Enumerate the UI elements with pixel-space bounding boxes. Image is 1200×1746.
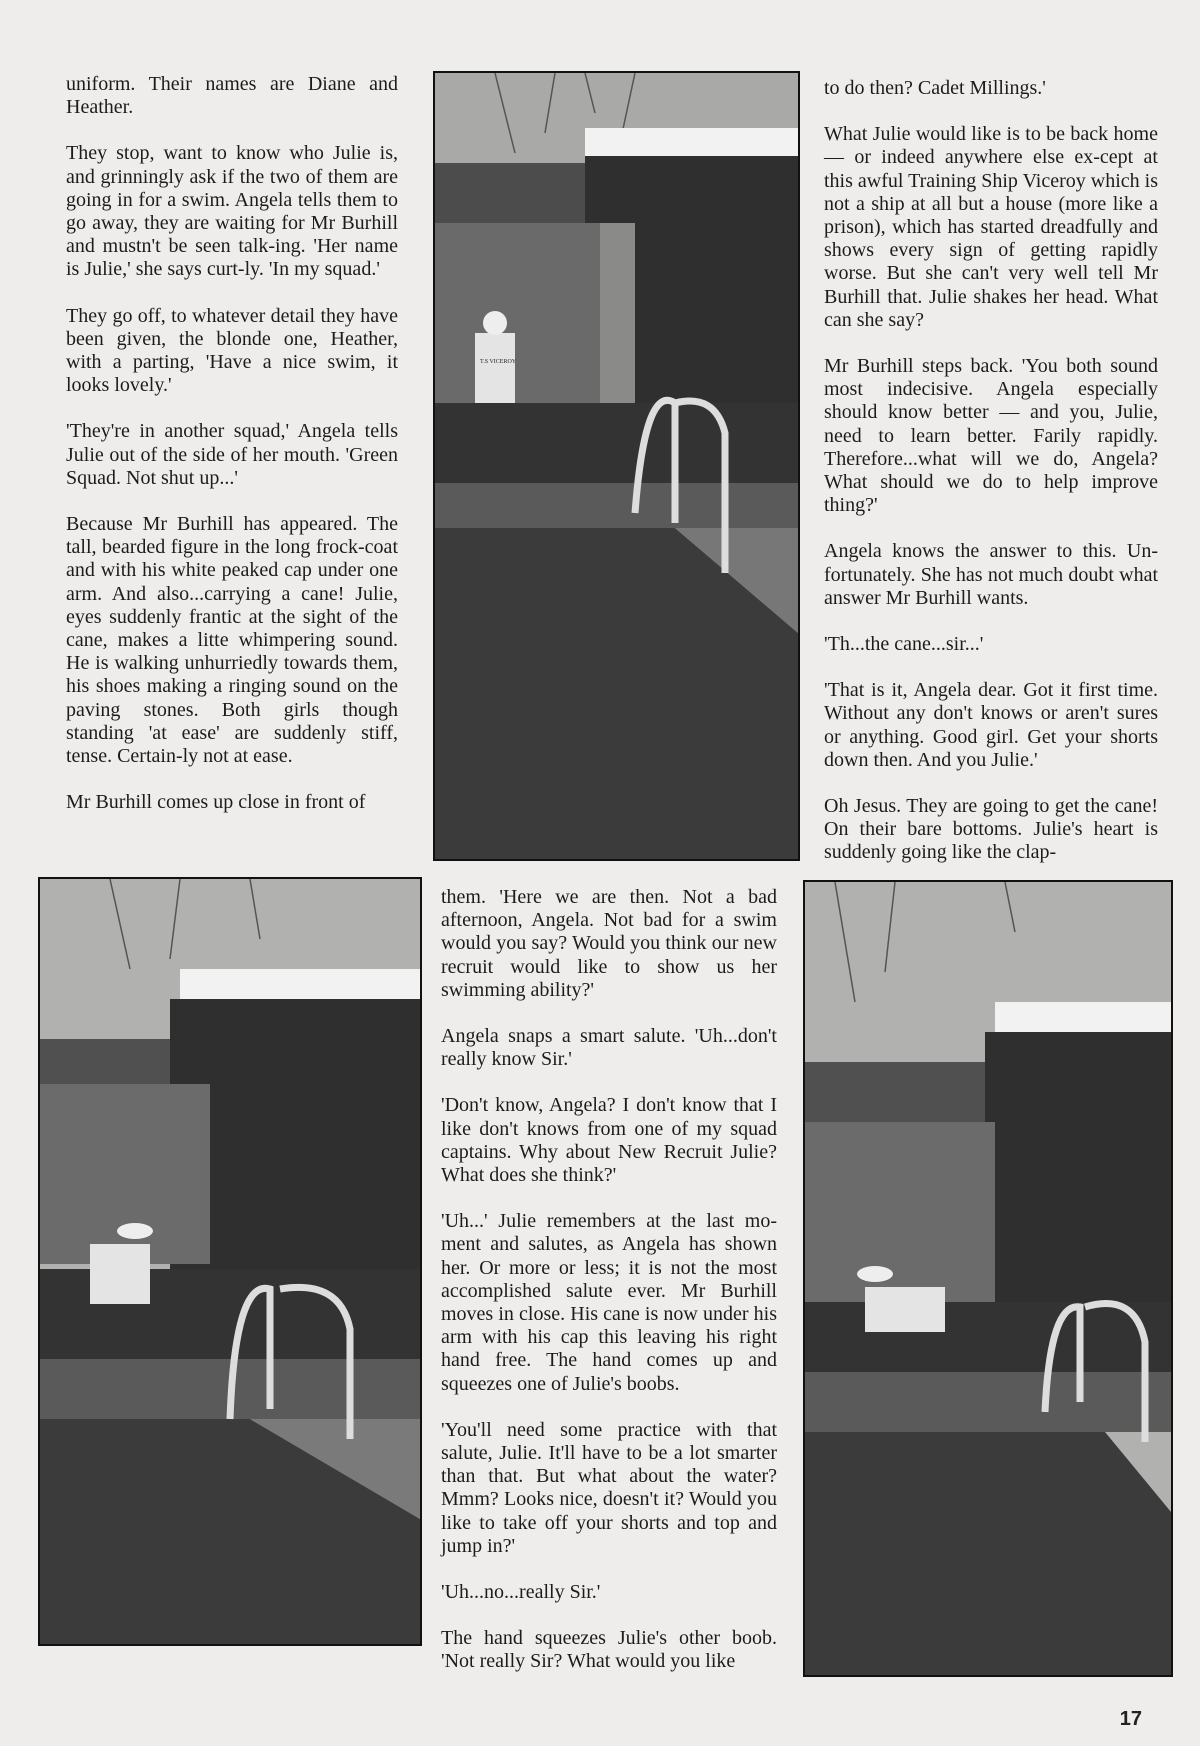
paragraph: 'They're in another squad,' Angela tells Julie out of the side of her mouth. 'Green Squad. Not shut up...'	[66, 420, 398, 489]
text-column-left	[66, 73, 398, 814]
photo-crouching-by-pool	[38, 877, 422, 1646]
paragraph: to do then? Cadet Millings.'	[824, 77, 1046, 99]
text-column-right	[824, 77, 1158, 865]
paragraph: 'Don't know, Angela? I don't know that I like don't knows from one of my squad captains. Why about New Recruit Julie? What does she think?'	[441, 1094, 777, 1187]
paragraph: 'That is it, Angela dear. Got it first time. Without any don't knows or aren't sures or anything. Good girl. Get your shorts down then. And you Julie.'	[824, 679, 1158, 771]
paragraph: uniform. Their names are Diane and Heather.	[66, 73, 398, 119]
paragraph: them. 'Here we are then. Not a bad afternoon, Angela. Not bad for a swim would you say? Would you think our new recruit would like to show us her swimming ability?'	[441, 886, 777, 1001]
paragraph: They go off, to whatever detail they have been given, the blonde one, Heather, with a parting, 'Have a nice swim, it looks lovely.'	[66, 304, 398, 397]
paragraph: The hand squeezes Julie's other boob. 'Not really Sir? What would you like	[441, 1627, 777, 1673]
paragraph: What Julie would like is to be back home — or indeed anywhere else ex-cept at this awful Training Ship Viceroy which is not a ship at all but a house (more like a prison), which has started dreadfully and shows every sign of getting rapidly worse. But she can't very well tell Mr Burhill that. Julie shakes her head. What can she say?	[824, 123, 1158, 331]
page-number: 17	[1119, 1708, 1142, 1730]
paragraph: 'You'll need some practice with that salute, Julie. It'll have to be a lot smarter than that. But what about the water? Mmm? Looks nice, doesn't it? Would you like to take off your shorts and top and jump in?'	[441, 1418, 777, 1557]
paragraph: They stop, want to know who Julie is, and grinningly ask if the two of them are going in for a swim. Angela tells them to go away, they are waiting for Mr Burhill and mustn't be seen talk-ing. 'Her name is Julie,' she says curt-ly. 'In my squad.'	[66, 142, 398, 281]
paragraph: Angela snaps a smart salute. 'Uh...don't really know Sir.'	[441, 1025, 777, 1071]
paragraph: Oh Jesus. They are going to get the cane! On their bare bottoms. Julie's heart is suddenly going like the clap-	[824, 795, 1158, 864]
shirt-label: T.S VICEROY	[480, 359, 517, 365]
paragraph: 'Uh...no...really Sir.'	[441, 1581, 601, 1604]
paragraph: Mr Burhill comes up close in front of	[66, 791, 366, 814]
text-column-middle	[441, 886, 777, 1674]
paragraph: 'Th...the cane...sir...'	[824, 633, 984, 656]
paragraph: Because Mr Burhill has appeared. The tall, bearded figure in the long frock-coat and with his white peaked cap under one arm. And also...carrying a cane! Julie, eyes suddenly frantic at the sight of the cane, makes a litte whimpering sound. He is walking unhurriedly towards them, his shoes making a ringing sound on the paving stones. Both girls though standing 'at ease' are suddenly stiff, tense. Certain-ly not at ease.	[66, 513, 398, 768]
paragraph: Mr Burhill steps back. 'You both sound most indecisive. Angela especially should know better — and you, Julie, need to learn better. Farily rapidly. Therefore...what will we do, Angela? What should we do to help improve thing?'	[824, 355, 1158, 517]
photo-kneeling-by-pool	[433, 71, 800, 861]
photo-on-all-fours-by-pool	[803, 880, 1173, 1677]
paragraph: Angela knows the answer to this. Un-fortunately. She has not much doubt what answer Mr Burhill wants.	[824, 540, 1158, 609]
paragraph: 'Uh...' Julie remembers at the last mo-ment and salutes, as Angela has shown her. Or more or less; it is not the most accomplished salute ever. Mr Burhill moves in close. His cane is now under his arm with his cap this leaving his right hand free. The hand comes up and squeezes one of Julie's boobs.	[441, 1210, 777, 1395]
